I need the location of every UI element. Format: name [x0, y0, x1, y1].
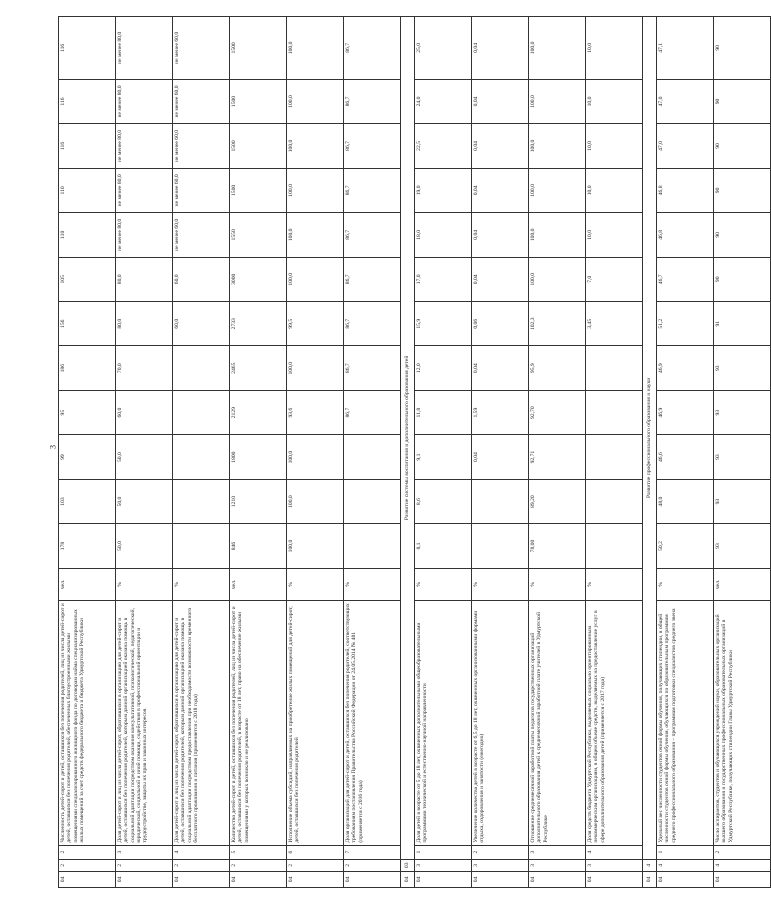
cell-v2015: 100,0: [287, 435, 344, 479]
cell-v2014: 48,0: [657, 479, 714, 523]
cell-v2018: 86,7: [344, 302, 401, 346]
cell-v2014: 8,6: [415, 479, 472, 523]
cell-v2017: 0,04: [472, 346, 529, 390]
cell-v2022: 1500: [230, 124, 287, 168]
cell-v2023: 24,0: [415, 79, 472, 123]
cell-v2018: 15,9: [415, 302, 472, 346]
cell-v2017: 95,9: [529, 346, 586, 390]
cell-p: 2: [173, 859, 230, 871]
table-row: [415, 17, 472, 888]
table-row: [472, 17, 529, 888]
cell-unit: %: [472, 568, 529, 600]
cell-name: Количество детей-сирот и детей, оставшихся без попечения родителей, лиц из числа детей-сирот и детей, оставшихся без попечения родителей, в возрасте от 18 лет, право на обеспечение жилыми помещениями у которых возникло и не реализовано: [230, 601, 287, 846]
cell-v2017: [173, 346, 230, 390]
cell-v2020: не менее 80,0: [116, 213, 173, 257]
cell-v2021: не менее 60,0: [173, 168, 230, 212]
cell-v2023: 100,0: [529, 79, 586, 123]
section-row: [643, 17, 657, 888]
cell-v2023: не менее 60,0: [173, 79, 230, 123]
cell-v2023: 0,04: [472, 79, 529, 123]
cell-p: 2: [116, 859, 173, 871]
cell-p: 3: [472, 859, 529, 871]
cell-v2015: [586, 435, 643, 479]
cell-v2024: 100,0: [287, 17, 344, 80]
indicators-table: [58, 16, 771, 888]
cell-v2018: 3,45: [586, 302, 643, 346]
cell-unit: %: [344, 568, 401, 600]
cell-p: 3: [415, 859, 472, 871]
cell-v2020: не менее 60,0: [173, 213, 230, 257]
cell-r: 04: [643, 871, 657, 887]
cell-v2014: 93: [714, 479, 771, 523]
cell-v2018: 80,0: [116, 302, 173, 346]
cell-v2023: 100,0: [287, 79, 344, 123]
cell-v2024: 25,0: [415, 17, 472, 80]
cell-name: Доля детей в возрасте от 5 до 18 лет, охваченных дополнительными общеобразовательными программами технической и естественно-научной направленности: [415, 601, 472, 846]
cell-v2018: 156: [59, 302, 116, 346]
cell-v2019: 60,0: [173, 257, 230, 301]
cell-v2023: не менее 80,0: [116, 79, 173, 123]
cell-p: 2: [59, 859, 116, 871]
cell-r: 04: [657, 871, 714, 887]
cell-v2019: 17,0: [415, 257, 472, 301]
cell-v2021: 100,0: [529, 168, 586, 212]
cell-v2021: 19,0: [415, 168, 472, 212]
cell-v2019: 46,7: [657, 257, 714, 301]
cell-v2016: 1,59: [472, 390, 529, 434]
indicators-sheet: [58, 16, 734, 888]
cell-v2014: 103: [59, 479, 116, 523]
cell-v2022: 86,7: [344, 124, 401, 168]
cell-p: 4: [657, 859, 714, 871]
cell-unit: %: [586, 568, 643, 600]
cell-v2016: [586, 390, 643, 434]
cell-v2022: 0,04: [472, 124, 529, 168]
cell-v2024: 100,0: [529, 17, 586, 80]
cell-v2018: 91: [714, 302, 771, 346]
cell-v2013: [344, 524, 401, 568]
cell-v2024: не менее 80,0: [116, 17, 173, 80]
cell-name: Исполнение объема субсидий, направляемых на приобретение жилых помещений для детей-сирот, детей, оставшихся без попечения родителей: [287, 601, 344, 846]
cell-v2024: 47,1: [657, 17, 714, 80]
cell-unit: %: [657, 568, 714, 600]
table-row: [59, 17, 116, 888]
cell-v2013: 50,0: [116, 524, 173, 568]
cell-v2020: 0,04: [472, 213, 529, 257]
page-number: 3: [48, 445, 58, 449]
cell-v2015: [173, 435, 230, 479]
cell-pp: 2: [59, 845, 116, 859]
cell-v2023: 86,7: [344, 79, 401, 123]
section-title: Развитие профессионального образования и науки: [643, 17, 657, 860]
cell-unit: %: [173, 568, 230, 600]
cell-r: 04: [714, 871, 771, 887]
cell-v2022: 47,0: [657, 124, 714, 168]
cell-v2024: 1500: [230, 17, 287, 80]
cell-unit: чел.: [230, 568, 287, 600]
cell-name: Увеличение количества детей в возрасте от 6,5 до 18 лет, охваченных организованными формами отдыха, оздоровления и занятости (ежегодно): [472, 601, 529, 846]
cell-v2016: 86,7: [344, 390, 401, 434]
cell-v2017: 70,0: [116, 346, 173, 390]
cell-v2020: 86,7: [344, 213, 401, 257]
cell-v2014: 1210: [230, 479, 287, 523]
cell-v2023: 1500: [230, 79, 287, 123]
cell-p: 03: [401, 859, 415, 871]
cell-p: 2: [230, 859, 287, 871]
cell-pp: 1: [657, 845, 714, 859]
cell-v2016: 60,0: [116, 390, 173, 434]
cell-p: 4: [714, 859, 771, 871]
cell-p: 4: [643, 859, 657, 871]
table-row: [344, 17, 401, 888]
cell-v2024: 0,04: [472, 17, 529, 80]
cell-r: 04: [415, 871, 472, 887]
cell-r: 04: [344, 871, 401, 887]
cell-v2020: 100,0: [287, 213, 344, 257]
cell-v2016: 95: [59, 390, 116, 434]
cell-v2014: [344, 479, 401, 523]
cell-v2018: 0,06: [472, 302, 529, 346]
cell-v2013: 846: [230, 524, 287, 568]
table-row: [529, 17, 586, 888]
cell-unit: %: [415, 568, 472, 600]
cell-name: Доля детей-сирот и лиц из числа детей-сирот, обратившихся в организацию для детей-сирот и детей, оставшихся без попечения родителей, которым данной организацией оказана помощь в социальной адаптации посредством предоставления при необходимости возможности временного бесплатного проживания и питания (применяется с 2018 года): [173, 601, 230, 846]
cell-v2024: не менее 60,0: [173, 17, 230, 80]
cell-v2015: 9,1: [415, 435, 472, 479]
table-row: [714, 17, 771, 888]
cell-v2017: 186: [59, 346, 116, 390]
cell-v2021: 100,0: [287, 168, 344, 212]
cell-v2020: 90: [714, 213, 771, 257]
cell-v2024: 90: [714, 17, 771, 80]
cell-unit: %: [529, 568, 586, 600]
cell-v2021: 110: [59, 168, 116, 212]
cell-v2018: 102,3: [529, 302, 586, 346]
cell-v2016: 93: [714, 390, 771, 434]
cell-v2022: 116: [59, 124, 116, 168]
cell-v2016: 11,8: [415, 390, 472, 434]
cell-v2017: 93: [714, 346, 771, 390]
cell-name: Отношение среднемесячной заработной платы педагогов государственных организаций дополнительного образования детей к среднемесячной заработной плате учителей в Удмуртской Республике: [529, 601, 586, 846]
cell-v2014: [472, 479, 529, 523]
cell-v2015: 46,6: [657, 435, 714, 479]
cell-r: 04: [529, 871, 586, 887]
cell-pp: 4: [173, 845, 230, 859]
cell-v2013: 100,0: [287, 524, 344, 568]
cell-pp: 6: [287, 845, 344, 859]
cell-v2020: 18,0: [415, 213, 472, 257]
cell-unit: %: [287, 568, 344, 600]
table-row: [116, 17, 173, 888]
cell-v2021: 1500: [230, 168, 287, 212]
cell-v2020: 100,0: [529, 213, 586, 257]
cell-v2019: 105: [59, 257, 116, 301]
cell-r: 04: [173, 871, 230, 887]
cell-v2015: 99: [59, 435, 116, 479]
cell-pp: 4: [586, 845, 643, 859]
cell-v2019: 100,0: [529, 257, 586, 301]
table-row: [586, 17, 643, 888]
cell-v2015: 1800: [230, 435, 287, 479]
cell-r: 04: [287, 871, 344, 887]
cell-r: 04: [401, 871, 415, 887]
cell-v2015: 50,0: [116, 435, 173, 479]
cell-v2013: 178: [59, 524, 116, 568]
cell-v2018: 51,2: [657, 302, 714, 346]
cell-v2017: [586, 346, 643, 390]
cell-v2017: 2465: [230, 346, 287, 390]
cell-v2024: 10,0: [586, 17, 643, 80]
cell-r: 04: [230, 871, 287, 887]
cell-v2018: 60,0: [173, 302, 230, 346]
cell-name: Доля средств бюджета Удмуртской Республики, выделяемых социально ориентированным некоммерческим организациям, в общем объеме средств, выделяемых на предоставление услуг в сфере дополнительного образования детей (применяется с 2017 года): [586, 601, 643, 846]
cell-name: Доля организаций для детей-сирот и детей, оставшихся без попечения родителей, соответствующих требованиям постановления Правительства Российской Федерации от 24.05.2014 № 481 (применяется с 2016 года): [344, 601, 401, 846]
cell-v2016: [173, 390, 230, 434]
cell-p: 2: [287, 859, 344, 871]
cell-v2020: 1550: [230, 213, 287, 257]
cell-v2013: 78,00: [529, 524, 586, 568]
cell-v2013: 93: [714, 524, 771, 568]
cell-v2020: 110: [59, 213, 116, 257]
cell-v2013: [173, 524, 230, 568]
cell-v2016: 93,6: [287, 390, 344, 434]
cell-v2015: 0,04: [472, 435, 529, 479]
cell-v2021: 0,04: [472, 168, 529, 212]
cell-pp: 2: [714, 845, 771, 859]
cell-p: 3: [529, 859, 586, 871]
cell-v2021: не менее 80,0: [116, 168, 173, 212]
cell-pp: 3: [529, 845, 586, 859]
cell-v2019: 86,7: [344, 257, 401, 301]
cell-name: Удельный вес численности студентов очной формы обучения, получающих стипендии, в общей численности студентов очной формы обучения, обучающихся по образовательным программам среднего профессионального образования – программам подготовки специалистов среднего звена: [657, 601, 714, 846]
cell-v2017: 100,0: [287, 346, 344, 390]
cell-name: Число аспирантов, студентов и обучающихся учреждений науки, образовательных организаций высшего образования и государственных профессиональных образовательных организаций в Удмуртской Республике, получающих стипендии Главы Удмуртской Республики: [714, 601, 771, 846]
cell-unit: чел.: [714, 568, 771, 600]
cell-pp: 3: [116, 845, 173, 859]
cell-v2013: [472, 524, 529, 568]
cell-r: 04: [116, 871, 173, 887]
cell-v2015: [344, 435, 401, 479]
cell-v2013: [586, 524, 643, 568]
cell-unit: чел.: [59, 568, 116, 600]
cell-v2019: 3000: [230, 257, 287, 301]
cell-r: 04: [472, 871, 529, 887]
cell-v2021: 46,8: [657, 168, 714, 212]
cell-v2014: 50,0: [116, 479, 173, 523]
cell-v2017: 46,9: [657, 346, 714, 390]
cell-v2022: не менее 60,0: [173, 124, 230, 168]
cell-v2015: 93: [714, 435, 771, 479]
section-row: [401, 17, 415, 888]
cell-v2023: 116: [59, 79, 116, 123]
cell-p: 2: [344, 859, 401, 871]
cell-v2017: 12,0: [415, 346, 472, 390]
cell-v2024: 86,7: [344, 17, 401, 80]
cell-v2022: не менее 80,0: [116, 124, 173, 168]
cell-v2019: 100,0: [287, 257, 344, 301]
cell-v2014: 100,0: [287, 479, 344, 523]
cell-v2013: 50,2: [657, 524, 714, 568]
table-row: [173, 17, 230, 888]
cell-v2019: 0,04: [472, 257, 529, 301]
cell-v2016: 46,9: [657, 390, 714, 434]
cell-v2022: 90: [714, 124, 771, 168]
cell-name: Доля детей-сирот и лиц из числа детей-сирот, обратившихся в организацию для детей-сирот и детей, оставшихся без попечения родителей, которым данной организацией оказана помощь в социальной адаптации посредством оказания консультативной, психологической, педагогической, юридической, социальной и иной помощи, содействия в профессиональной ориентации и трудоустройстве, защиты их прав и законных интересов: [116, 601, 173, 846]
cell-v2013: 8,1: [415, 524, 472, 568]
cell-v2015: 92,71: [529, 435, 586, 479]
cell-v2021: 10,0: [586, 168, 643, 212]
table-row: [657, 17, 714, 888]
cell-v2020: 46,8: [657, 213, 714, 257]
section-title: Развитие системы воспитания и дополнительного образования детей: [401, 17, 415, 860]
cell-v2019: 80,0: [116, 257, 173, 301]
cell-v2022: 100,0: [287, 124, 344, 168]
cell-pp: 7: [344, 845, 401, 859]
cell-v2021: 90: [714, 168, 771, 212]
cell-v2016: 2129: [230, 390, 287, 434]
cell-v2023: 90: [714, 79, 771, 123]
cell-v2018: 99,5: [287, 302, 344, 346]
cell-v2018: 2733: [230, 302, 287, 346]
cell-v2020: 10,0: [586, 213, 643, 257]
cell-name: Численность детей-сирот и детей, оставшихся без попечения родителей, лиц из числа детей-сирот и детей, оставшихся без попечения родителей, обеспеченных благоустроенными жилыми помещениями специализированного жилищного фонда по договорам найма специализированных жилых помещений за счет средств федерального бюджета и бюджета Удмуртской Республики: [59, 601, 116, 846]
cell-v2014: 89,20: [529, 479, 586, 523]
cell-pp: 5: [230, 845, 287, 859]
cell-v2014: [173, 479, 230, 523]
cell-v2016: 92,70: [529, 390, 586, 434]
cell-v2023: 10,0: [586, 79, 643, 123]
cell-v2014: [586, 479, 643, 523]
rotated-page: [58, 16, 734, 888]
cell-unit: %: [116, 568, 173, 600]
cell-v2019: 90: [714, 257, 771, 301]
cell-r: 04: [59, 871, 116, 887]
cell-v2019: 7,0: [586, 257, 643, 301]
cell-v2022: 100,0: [529, 124, 586, 168]
table-row: [287, 17, 344, 888]
table-row: [230, 17, 287, 888]
cell-p: 3: [586, 859, 643, 871]
cell-v2024: 116: [59, 17, 116, 80]
cell-pp: 1: [415, 845, 472, 859]
cell-v2022: 10,0: [586, 124, 643, 168]
cell-pp: 2: [472, 845, 529, 859]
cell-v2021: 86,7: [344, 168, 401, 212]
cell-r: 04: [586, 871, 643, 887]
cell-v2017: 86,7: [344, 346, 401, 390]
cell-v2022: 22,5: [415, 124, 472, 168]
cell-v2023: 47,0: [657, 79, 714, 123]
